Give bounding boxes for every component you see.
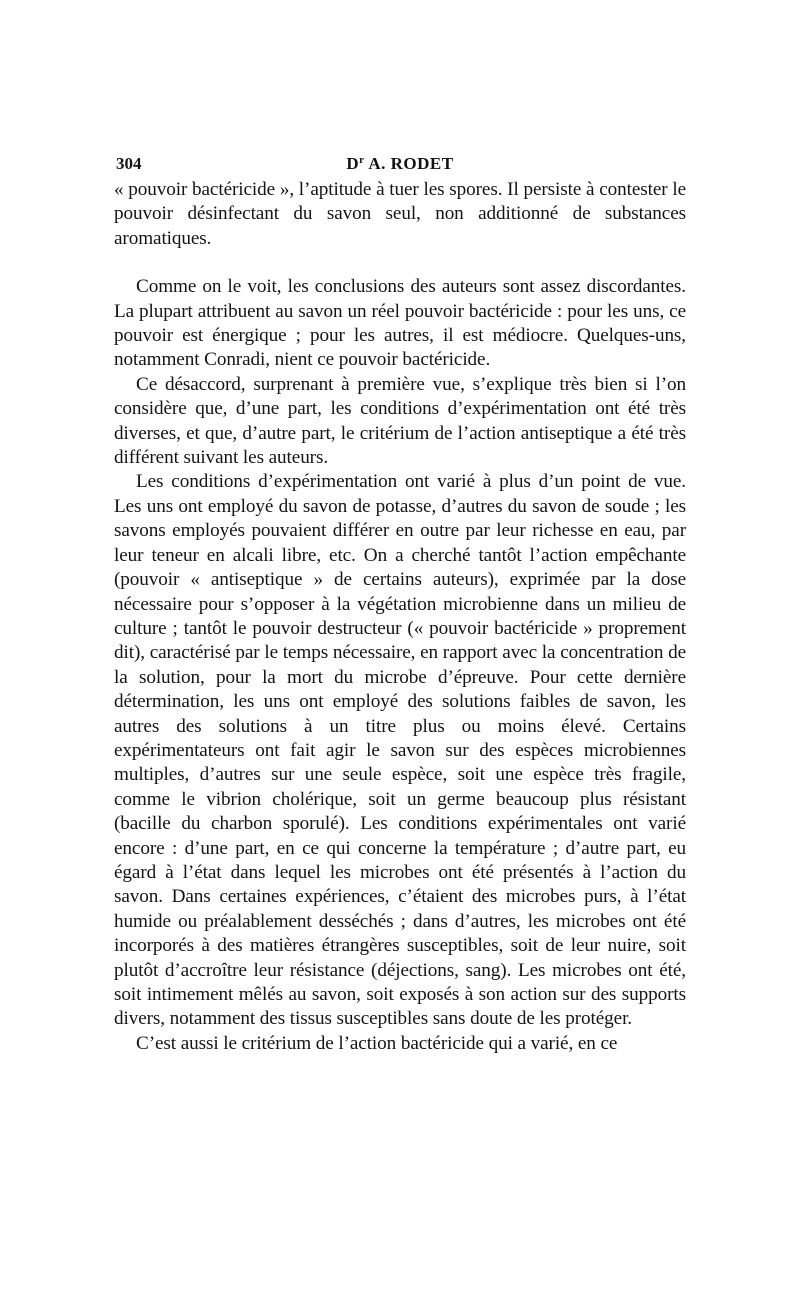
paragraph: C’est aussi le critérium de l’action bactéricide qui a varié, en ce [136,1032,618,1054]
document-page [114,150,686,1056]
author-name: A. RODET [364,154,454,173]
body-text [114,178,686,1056]
paragraph: Les conditions d’expérimentation ont varié à plus d’un point de vue. Les uns ont employé du savon de potasse, d’autres du savon de soude ; les savons employés pouvaient différer en outre par leur richesse en eau, par leur teneur en alcali libre, etc. On a cherché tantôt l’action empêchante (pouvoir « antiseptique » de certains auteurs), exprimée par la dose nécessaire pour s’opposer à la végétation microbienne dans un milieu de culture ; tantôt le pouvoir destructeur (« pouvoir bactéricide » proprement dit), caractérisé par le temps nécessaire, en rapport avec la concentration de la solution, pour la mort du microbe d’épreuve. Pour cette dernière détermination, les uns ont employé des solutions faibles de savon, les autres des solutions à un titre plus ou moins élevé. Certains expérimentateurs ont fait agir le savon sur des espèces microbiennes multiples, d’autres sur une seule espèce, soit une espèce très fragile, comme le vibrion cholérique, soit un germe beaucoup plus résistant (bacille du charbon sporulé). Les conditions expérimentales ont varié encore : d’une part, en ce qui concerne la température ; d’autre part, eu égard à l’état dans lequel les microbes ont été présentés à l’action du savon. Dans certaines expériences, c’étaient des microbes purs, à l’état humide ou préalablement desséchés ; dans d’autres, les microbes ont été incorporés à des matières étrangères susceptibles, soit de leur nuire, soit plutôt d’accroître leur résistance (déjections, sang). Les microbes ont été, soit intimement mêlés au savon, soit exposés à son action sur des supports divers, notamment des tissus susceptibles sans doute de les protéger. [114,471,686,1030]
page-number: 304 [116,154,142,173]
paragraph: Comme on le voit, les conclusions des auteurs sont assez discordantes. La plupart attribuent au savon un réel pouvoir bactéricide : pour les uns, ce pouvoir est énergique ; pour les autres, il est médiocre. Quelques-uns, notamment Conradi, nient ce pouvoir bactéricide. [114,276,686,371]
author-prefix: D [346,154,360,173]
paragraph: Ce désaccord, surprenant à première vue, s’explique très bien si l’on considère que, d’une part, les conditions d’expérimentation ont été très diverses, et que, d’autre part, le critérium de l’action antiseptique a été très différent suivant les auteurs. [114,373,686,469]
paragraph-continuation: « pouvoir bactéricide », l’aptitude à tuer les spores. Il persiste à contester le pouvoir désinfectant du savon seul, non additionné de substances aromatiques. [114,179,686,249]
running-head [114,154,686,174]
page-header [114,150,686,178]
author-prefix-superscript: r [359,154,365,166]
